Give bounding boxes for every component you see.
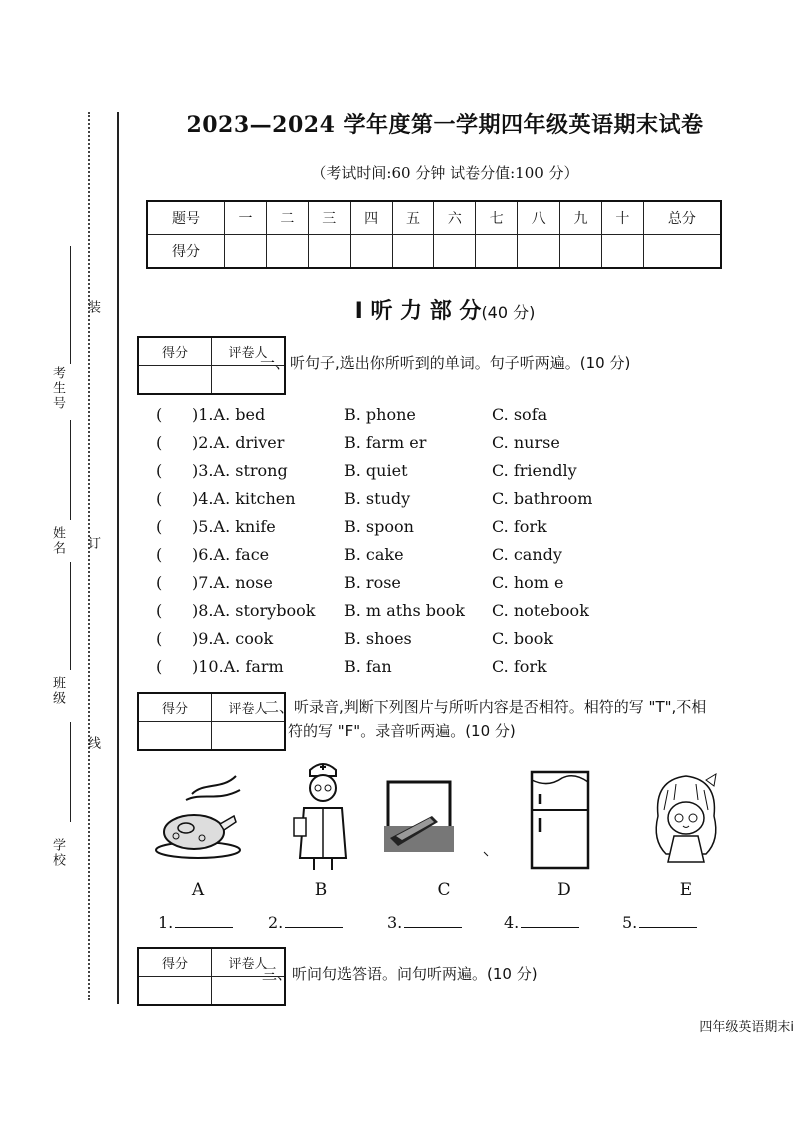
answer-paren[interactable]: (	[156, 629, 163, 648]
score-table-header: 四	[350, 201, 392, 235]
part-title	[120, 294, 770, 325]
option-a: )7.A. nose	[192, 573, 273, 592]
option-a: )10.A. farm	[192, 657, 284, 676]
score-cell[interactable]	[601, 235, 643, 269]
part-score: (40 分)	[481, 303, 536, 322]
section-2-title-line1: 二、听录音,判断下列图片与所听内容是否相符。相符的写 "T",不相	[264, 698, 707, 716]
grader-score-cell[interactable]	[138, 977, 212, 1006]
option-a: )5.A. knife	[192, 517, 276, 536]
class-fill-line	[70, 562, 71, 670]
name-label: 姓名	[50, 526, 65, 556]
score-table-header-row	[147, 201, 721, 235]
grader-score-label: 得分	[138, 948, 212, 977]
exam-no-fill-line	[70, 246, 71, 364]
blank-number: 1.	[158, 913, 174, 932]
picture-label: E	[679, 880, 693, 900]
option-b: B. m aths book	[344, 601, 465, 620]
fridge-icon	[528, 768, 592, 872]
part-title-text: Ⅰ 听 力 部 分	[354, 299, 482, 324]
page-footer: 四年级英语期末i	[699, 1020, 794, 1035]
score-table-header: 二	[266, 201, 308, 235]
blank-line[interactable]	[521, 913, 579, 928]
answer-paren[interactable]: (	[156, 545, 163, 564]
name-fill-line	[70, 420, 71, 520]
score-cell[interactable]	[266, 235, 308, 269]
grader-name-label: 评卷人	[212, 948, 286, 977]
score-table-header: 总分	[643, 201, 721, 235]
option-b: B. cake	[344, 545, 404, 564]
option-b: B. phone	[344, 405, 416, 424]
blank-number: 3.	[387, 913, 403, 932]
score-cell[interactable]	[392, 235, 434, 269]
option-a: )1.A. bed	[192, 405, 266, 424]
option-c: C. fork	[492, 657, 547, 676]
option-a: )9.A. cook	[192, 629, 274, 648]
score-table	[146, 200, 722, 269]
picture-label: D	[557, 880, 571, 900]
blank-number: 2.	[268, 913, 284, 932]
option-c: C. notebook	[492, 601, 589, 620]
answer-blank[interactable]	[158, 913, 233, 932]
score-table-header: 八	[518, 201, 560, 235]
option-c: C. book	[492, 629, 554, 648]
picture-label: B	[314, 880, 328, 900]
question-row	[150, 405, 770, 429]
answer-paren[interactable]: (	[156, 657, 163, 676]
option-b: B. spoon	[344, 517, 414, 536]
question-row	[150, 657, 770, 681]
score-cell[interactable]	[225, 235, 267, 269]
score-cell[interactable]	[560, 235, 602, 269]
score-cell[interactable]	[476, 235, 518, 269]
line-label: 线	[85, 736, 100, 751]
blank-number: 5.	[622, 913, 638, 932]
question-row	[150, 489, 770, 513]
option-b: B. rose	[344, 573, 401, 592]
question-row	[150, 461, 770, 485]
answer-blank[interactable]	[268, 913, 343, 932]
option-b: B. study	[344, 489, 411, 508]
score-table-header: 十	[601, 201, 643, 235]
grader-score-cell[interactable]	[138, 722, 212, 751]
score-table-header: 题号	[147, 201, 225, 235]
grader-score-cell[interactable]	[138, 366, 212, 395]
option-a: )2.A. driver	[192, 433, 285, 452]
option-a: )6.A. face	[192, 545, 270, 564]
option-c: C. friendly	[492, 461, 577, 480]
score-table-header: 七	[476, 201, 518, 235]
section-1-title: 一、听句子,选出你所听到的单词。句子听两遍。(10 分)	[260, 354, 631, 372]
score-table-header: 五	[392, 201, 434, 235]
question-row	[150, 601, 770, 625]
score-cell[interactable]	[308, 235, 350, 269]
score-table-header: 六	[434, 201, 476, 235]
score-table-header: 九	[560, 201, 602, 235]
seal-label: 装	[85, 300, 100, 315]
score-cell[interactable]	[643, 235, 721, 269]
option-c: C. fork	[492, 517, 547, 536]
score-table-score-row	[147, 235, 721, 269]
answer-paren[interactable]: (	[156, 601, 163, 620]
option-a: )3.A. strong	[192, 461, 288, 480]
answer-paren[interactable]: (	[156, 489, 163, 508]
binding-dotted-line	[88, 112, 90, 1000]
question-row	[150, 545, 770, 569]
option-b: B. quiet	[344, 461, 408, 480]
answer-paren[interactable]: (	[156, 405, 163, 424]
girl-icon	[644, 770, 728, 870]
pen-and-board-icon	[380, 778, 490, 862]
answer-paren[interactable]: (	[156, 573, 163, 592]
question-row	[150, 629, 770, 653]
grader-name-label: 评卷人	[212, 693, 286, 722]
option-c: C. hom e	[492, 573, 564, 592]
roast-chicken-icon	[152, 770, 244, 862]
answer-paren[interactable]: (	[156, 461, 163, 480]
section-3-title: 三、听问句选答语。问句听两遍。(10 分)	[262, 965, 538, 983]
question-row	[150, 433, 770, 457]
doctor-icon	[290, 758, 356, 874]
binding-solid-line	[117, 112, 119, 1004]
option-c: C. sofa	[492, 405, 548, 424]
grader-name-cell[interactable]	[212, 722, 286, 751]
option-c: C. nurse	[492, 433, 560, 452]
blank-number: 4.	[504, 913, 520, 932]
question-row	[150, 517, 770, 541]
grader-name-label: 评卷人	[212, 337, 286, 366]
bind-label: 订	[85, 536, 100, 551]
answer-paren[interactable]: (	[156, 433, 163, 452]
answer-paren[interactable]: (	[156, 517, 163, 536]
grader-score-label: 得分	[138, 693, 212, 722]
exam-title: 2023—2024 学年度第一学期四年级英语期末试卷	[186, 112, 704, 138]
score-table-header: 一	[225, 201, 267, 235]
school-fill-line	[70, 722, 71, 822]
answer-blank[interactable]	[622, 913, 697, 932]
option-b: B. fan	[344, 657, 392, 676]
score-cell[interactable]	[434, 235, 476, 269]
blank-line[interactable]	[404, 913, 462, 928]
option-c: C. candy	[492, 545, 562, 564]
picture-label: A	[191, 880, 205, 900]
class-label: 班级	[50, 676, 65, 706]
exam-no-label: 考生号	[50, 366, 65, 411]
score-row-label: 得分	[147, 235, 225, 269]
score-cell[interactable]	[518, 235, 560, 269]
option-a: )4.A. kitchen	[192, 489, 296, 508]
blank-line[interactable]	[639, 913, 697, 928]
option-a: )8.A. storybook	[192, 601, 316, 620]
school-label: 学校	[50, 838, 65, 868]
option-b: B. shoes	[344, 629, 412, 648]
option-b: B. farm er	[344, 433, 427, 452]
score-cell[interactable]	[350, 235, 392, 269]
answer-blank[interactable]	[387, 913, 462, 932]
blank-line[interactable]	[285, 913, 343, 928]
option-c: C. bathroom	[492, 489, 593, 508]
grader-score-label: 得分	[138, 337, 212, 366]
exam-subtitle: （考试时间:60 分钟 试卷分值:100 分）	[311, 164, 579, 182]
question-row	[150, 573, 770, 597]
score-table-header: 三	[308, 201, 350, 235]
section-2-title-line2: 符的写 "F"。录音听两遍。(10 分)	[288, 722, 516, 740]
blank-line[interactable]	[175, 913, 233, 928]
answer-blank[interactable]	[504, 913, 579, 932]
picture-label: C	[437, 880, 451, 900]
